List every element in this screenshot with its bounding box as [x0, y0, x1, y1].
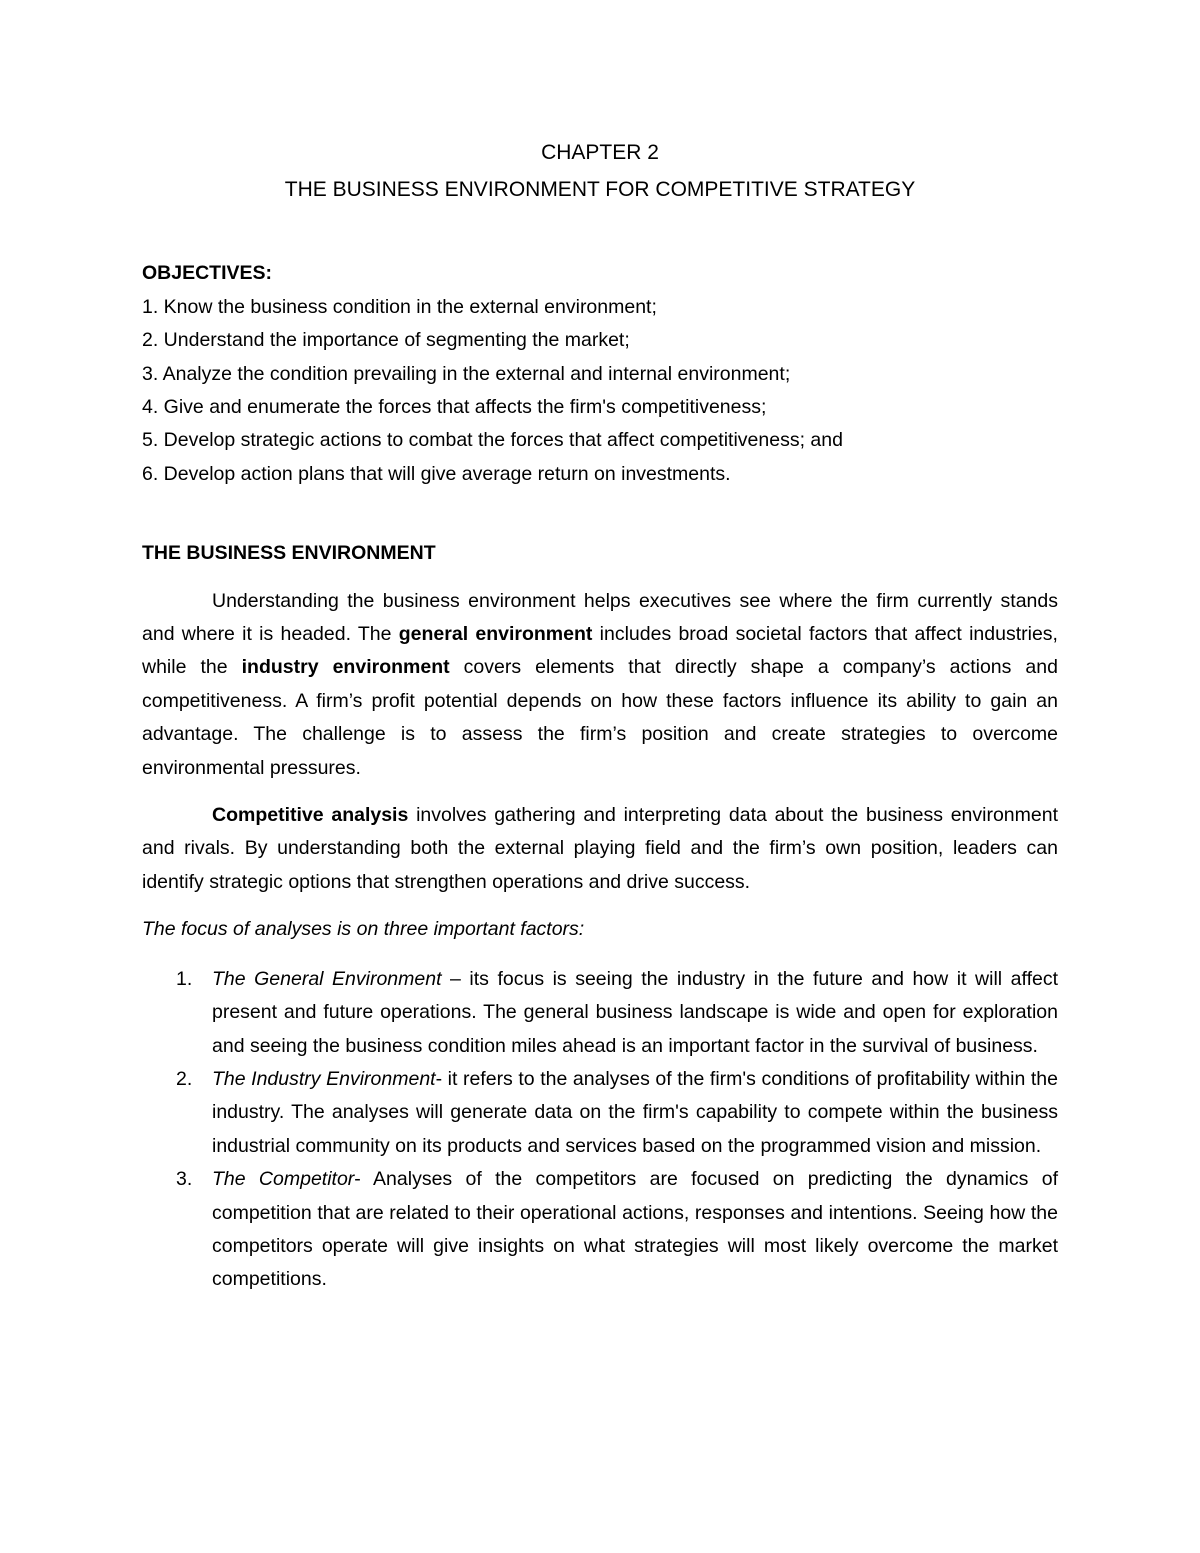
- objective-item: 6. Develop action plans that will give average return on investments.: [142, 462, 731, 485]
- factor-number: 3.: [176, 1168, 193, 1191]
- factor-number: 1.: [176, 967, 193, 990]
- factor-name: The General Environment: [212, 967, 442, 990]
- paragraph-text: includes broad societal factors that affect industries, while the: [142, 623, 1058, 679]
- objective-item: 5. Develop strategic actions to combat the forces that affect competitiveness; and: [142, 429, 843, 452]
- paragraph-text: covers elements that directly shape a company’s actions and competitiveness. A firm’s profit potential depends on how these factors influence its ability to gain an advantage. The challenge is to assess the firm’s position and create strategies to overcome environmental pressures.: [142, 656, 1058, 779]
- factor-name: The Competitor: [212, 1168, 355, 1191]
- objective-item: 1. Know the business condition in the external environment;: [142, 295, 657, 318]
- factor-text: - it refers to the analyses of the firm's conditions of profitability within the industry. The analyses will generate data on the firm's capability to compete within the business industrial community on its products and services based on the programmed vision and mission.: [212, 1067, 1058, 1157]
- competitive-analysis-paragraph: [142, 799, 1058, 899]
- competitive-analysis-term: Competitive analysis: [212, 804, 409, 827]
- objectives-heading: OBJECTIVES:: [142, 262, 273, 285]
- factor-item: [142, 1063, 1058, 1163]
- focus-intro: The focus of analyses is on three important factors:: [142, 918, 585, 941]
- general-environment-term: general environment: [398, 623, 593, 646]
- objective-item: 4. Give and enumerate the forces that affects the firm's competitiveness;: [142, 396, 767, 418]
- paragraph-text: Understanding the business environment helps executives see where the firm currently stands and where it is headed. The: [142, 589, 1058, 646]
- objective-item: 3. Analyze the condition prevailing in the external and internal environment;: [142, 362, 791, 385]
- chapter-title: CHAPTER 2: [541, 141, 659, 164]
- factor-item: [142, 1163, 1058, 1297]
- chapter-subtitle: THE BUSINESS ENVIRONMENT FOR COMPETITIVE STRATEGY: [284, 178, 916, 202]
- factors-list: [142, 963, 1058, 1297]
- objectives-list: [142, 291, 1058, 491]
- factor-item: [142, 963, 1058, 1063]
- paragraph-text: involves gathering and interpreting data about the business environment and rivals. By understanding both the external playing field and the firm’s own position, leaders can identify strategic options that strengthen operations and drive success.: [142, 804, 1058, 893]
- factor-number: 2.: [176, 1067, 193, 1090]
- factor-name: The Industry Environment: [212, 1067, 436, 1090]
- section-heading: THE BUSINESS ENVIRONMENT: [142, 542, 436, 565]
- page-content: [142, 140, 1058, 1297]
- business-environment-paragraph: [142, 585, 1058, 785]
- objective-item: 2. Understand the importance of segmenting the market;: [142, 329, 630, 352]
- factor-text: – its focus is seeing the industry in the future and how it will affect present and future operations. The general business landscape is wide and open for exploration and seeing the business condition miles ahead is an important factor in the survival of business.: [212, 967, 1059, 1057]
- industry-environment-term: industry environment: [241, 656, 450, 679]
- factor-text: - Analyses of the competitors are focused on predicting the dynamics of competition that are related to their operational actions, responses and intentions. Seeing how the competitors operate will give insights on what strategies will most likely overcome the market competitions.: [212, 1168, 1058, 1291]
